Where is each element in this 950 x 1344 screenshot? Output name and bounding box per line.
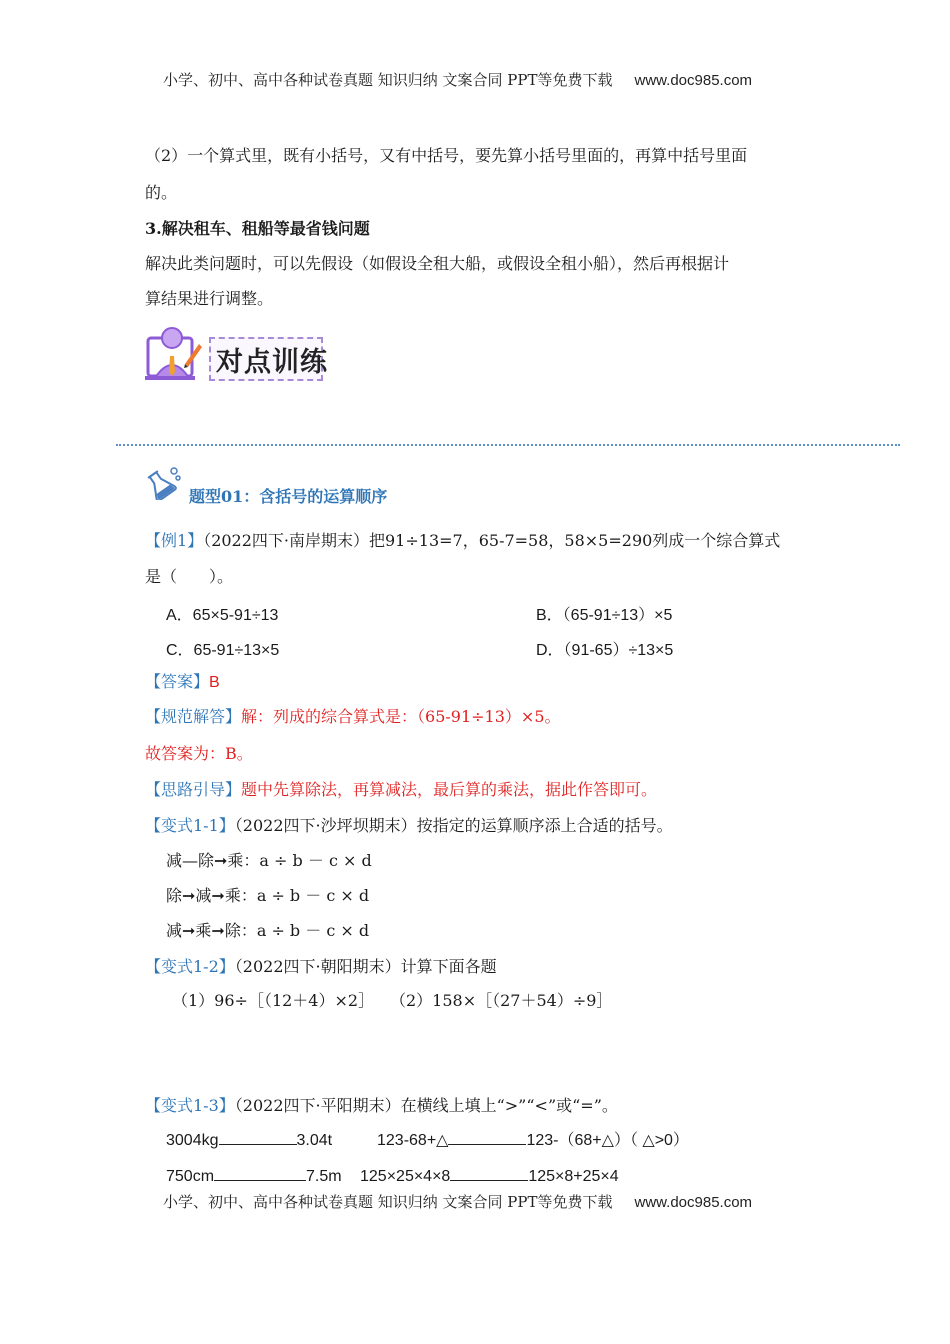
header-url[interactable]: www.doc985.com: [634, 72, 753, 89]
example1-stem-line1: [145, 531, 780, 551]
compare-row-2: [166, 1166, 342, 1187]
variant1-1-row3: 减➞乘➞除：a ÷ b － c × d: [166, 921, 370, 940]
compare-2b-left: 125×25×4×8: [360, 1168, 451, 1185]
compare-row-2b: [360, 1166, 619, 1187]
flask-icon: [145, 466, 181, 504]
variant1-3-tag: 【变式1-3】: [145, 1096, 235, 1115]
footer-url[interactable]: www.doc985.com: [634, 1194, 753, 1211]
answer-line: [145, 672, 220, 693]
blank-2a[interactable]: [214, 1166, 306, 1181]
blank-1a[interactable]: [219, 1130, 297, 1145]
choice-c[interactable]: C．65-91÷13×5: [166, 642, 280, 659]
blank-1b[interactable]: [448, 1130, 526, 1145]
compare-2a-right: 7.5m: [306, 1168, 342, 1185]
choice-b[interactable]: B．（65-91÷13）×5: [536, 607, 673, 624]
compare-2a-left: 750cm: [166, 1168, 215, 1185]
type01-title: 题型01：含括号的运算顺序: [189, 487, 388, 506]
example1-tag: 【例1】: [145, 531, 204, 550]
page-header: [163, 69, 752, 90]
answer-tag: 【答案】: [145, 672, 210, 691]
compare-2b-right: 125×8+25×4: [528, 1168, 619, 1185]
rule-line-1: （2）一个算式里，既有小括号，又有中括号，要先算小括号里面的，再算中括号里面: [145, 146, 748, 165]
variant1-1-row1: 减—除➞乘：a ÷ b － c × d: [166, 851, 372, 870]
choice-a[interactable]: A．65×5-91÷13: [166, 607, 279, 624]
compare-1b-right: 123-（68+△）（ △>0）: [526, 1132, 689, 1149]
variant1-2-tag: 【变式1-2】: [145, 957, 235, 976]
compare-1a-right: 3.04t: [296, 1132, 333, 1149]
variant1-2-q1: （1）96÷［（12＋4）×2］: [172, 991, 375, 1010]
variant1-1-text: （2022四下·沙坪坝期末）按指定的运算顺序添上合适的括号。: [234, 816, 673, 835]
solution-tag: 【规范解答】: [145, 707, 242, 726]
variant1-1-tag: 【变式1-1】: [145, 816, 235, 835]
variant1-2-q2: （2）158×［（27＋54）÷9］: [390, 991, 613, 1010]
hint-line: [145, 780, 657, 800]
variant1-1-stem: [145, 816, 673, 836]
footer-text: 小学、初中、高中各种试卷真题 知识归纳 文案合同 PPT等免费下载: [163, 1193, 613, 1211]
teacher-icon: [145, 326, 203, 386]
header-text: 小学、初中、高中各种试卷真题 知识归纳 文案合同 PPT等免费下载: [163, 71, 613, 89]
variant1-1-row2: 除➞减➞乘：a ÷ b － c × d: [166, 886, 370, 905]
solution-text: 解：列成的综合算式是：（65-91÷13）×5。: [241, 707, 561, 726]
rule-line-2: 的。: [145, 183, 178, 202]
page-footer: [163, 1191, 752, 1212]
hint-text: 题中先算除法，再算减法，最后算的乘法，据此作答即可。: [241, 780, 658, 799]
compare-row-1b: [377, 1130, 689, 1151]
solution-line: [145, 707, 561, 727]
hint-tag: 【思路引导】: [145, 780, 242, 799]
compare-1a-left: 3004kg: [166, 1132, 219, 1149]
variant1-2-text: （2022四下·朝阳期末）计算下面各题: [234, 957, 497, 976]
compare-1b-left: 123-68+△: [377, 1132, 449, 1149]
section3-line-2: 算结果进行调整。: [145, 289, 274, 308]
choice-d[interactable]: D．（91-65）÷13×5: [536, 642, 674, 659]
compare-row-1: [166, 1130, 332, 1151]
section3-title: 3.解决租车、租船等最省钱问题: [145, 219, 370, 238]
example1-stem-line2: 是（ ）。: [145, 567, 234, 586]
variant1-3-stem: [145, 1096, 618, 1116]
variant1-3-text: （2022四下·平阳期末）在横线上填上“>”“<”或“=”。: [234, 1096, 618, 1115]
variant1-2-stem: [145, 957, 497, 977]
badge-label: 对点训练: [216, 347, 328, 378]
example1-stem: （2022四下·南岸期末）把91÷13=7，65-7=58，58×5=290列成一个综合算式: [203, 531, 781, 550]
blank-2b[interactable]: [450, 1166, 528, 1181]
answer-value: B: [209, 674, 220, 691]
solution-end: 故答案为：B。: [145, 744, 253, 763]
divider: [116, 444, 900, 446]
section3-line-1: 解决此类问题时，可以先假设（如假设全租大船，或假设全租小船），然后再根据计: [145, 254, 730, 273]
